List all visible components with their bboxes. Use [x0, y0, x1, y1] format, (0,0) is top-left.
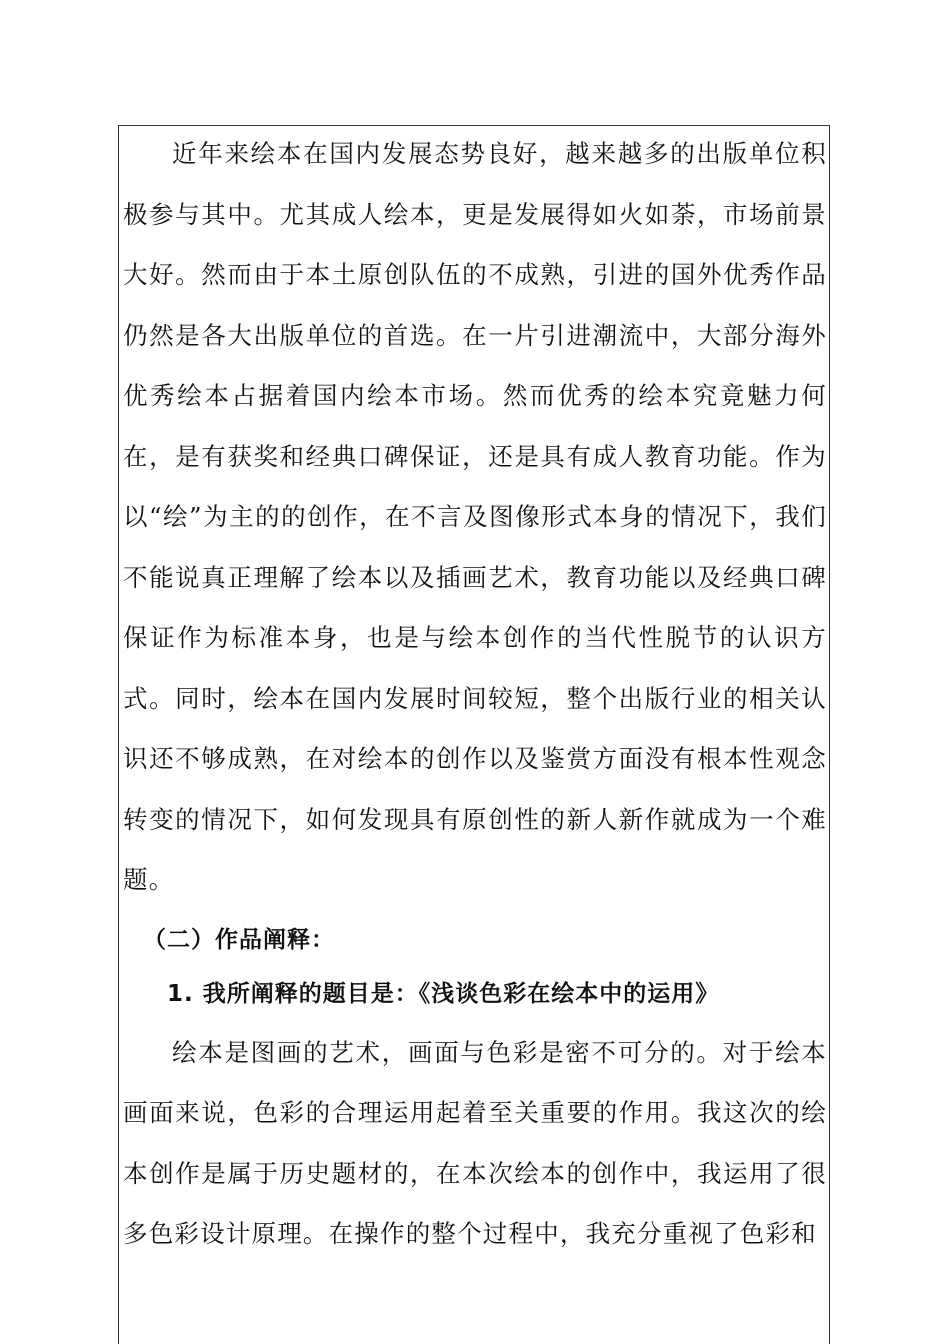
subheading: 1. 我所阐释的题目是：《浅谈色彩在绘本中的运用》	[167, 980, 720, 1007]
body-paragraph: 绘本是图画的艺术，画面与色彩是密不可分的。对于绘本画面来说，色彩的合理运用起着至关重要的作用。我这次的绘本创作是属于历史题材的，在本次绘本的创作中，我运用了很多色彩设计原理。在操作的整个过程中，我充分重视了色彩和	[123, 1037, 827, 1248]
section-heading: （二）作品阐释：	[143, 926, 335, 953]
body-paragraph: 近年来绘本在国内发展态势良好，越来越多的出版单位积极参与其中。尤其成人绘本，更是发展得如火如荼，市场前景大好。然而由于本土原创队伍的不成熟，引进的国外优秀作品仍然是各大出版单位的首选。在一片引进潮流中，大部分海外优秀绘本占据着国内绘本市场。然而优秀的绘本究竟魅力何在，是有获奖和经典口碑保证，还是具有成人教育功能。作为以“绘”为主的的创作，在不言及图像形式本身的情况下，我们不能说真正理解了绘本以及插画艺术，教育功能以及经典口碑保证作为标准本身，也是与绘本创作的当代性脱节的认识方式。同时，绘本在国内发展时间较短，整个出版行业的相关认识还不够成熟，在对绘本的创作以及鉴赏方面没有根本性观念转变的情况下，如何发现具有原创性的新人新作就成为一个难题。	[123, 139, 827, 894]
document-content	[119, 126, 831, 1265]
document-frame	[118, 125, 830, 1344]
